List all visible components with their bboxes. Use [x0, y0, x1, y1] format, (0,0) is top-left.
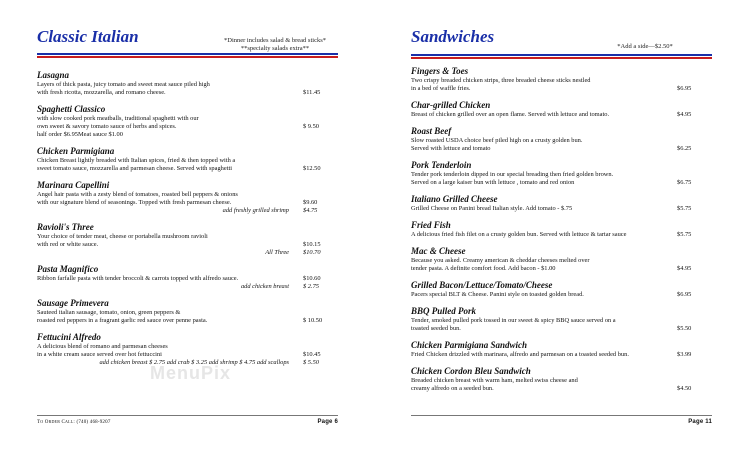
description-line: [411, 351, 711, 359]
menu-item-name: Mac & Cheese: [411, 246, 466, 256]
description-line: [411, 179, 711, 187]
page-footer: [37, 415, 338, 425]
description-text: Served with lettuce and tomato: [411, 145, 491, 152]
menu-item: [37, 222, 337, 257]
add-on-line: [37, 249, 337, 257]
description-line: [37, 89, 337, 97]
description-text: own sweet & savory tomato sauce of herbs and spices.: [37, 123, 177, 130]
description-text: toasted seeded bun.: [411, 325, 461, 332]
description-text: Fried Chicken drizzled with marinara, alfredo and parmesan on a toasted seeded bun.: [411, 351, 629, 358]
description-line: [411, 145, 711, 153]
description-line: [37, 351, 337, 359]
description-line: [411, 171, 711, 179]
menu-item-list: [37, 70, 337, 374]
price: $4.50: [677, 385, 692, 392]
add-on-price: $ 2.75: [303, 283, 319, 290]
description-line: [411, 385, 711, 393]
description-text: Angel hair pasta with a zesty blend of tomatoes, roasted bell peppers & onions: [37, 191, 238, 198]
price: $10.45: [303, 351, 321, 358]
page-number: Page 11: [688, 419, 712, 425]
menu-item: [37, 264, 337, 291]
price: $6.95: [677, 85, 692, 92]
description-line: [37, 115, 337, 123]
price: $10.15: [303, 241, 321, 248]
menu-item: [411, 126, 711, 153]
description-line: [37, 199, 337, 207]
description-text: in a white cream sauce served over hot fettuccini: [37, 351, 162, 358]
description-text: Tender, smoked pulled pork tossed in our sweet & spicy BBQ sauce served on a: [411, 317, 616, 324]
price: [303, 191, 337, 199]
menu-item: [411, 280, 711, 299]
description-line: [37, 233, 337, 241]
menu-item: [411, 160, 711, 187]
add-on-text: add freshly grilled shrimp: [222, 207, 289, 214]
menu-item: [411, 366, 711, 393]
menu-item: [411, 340, 711, 359]
price: [677, 377, 711, 385]
price: $5.75: [677, 231, 692, 238]
price: [303, 81, 337, 89]
price: [303, 157, 337, 165]
description-line: [37, 81, 337, 89]
description-line: [411, 257, 711, 265]
description-line: [411, 85, 711, 93]
menu-item: [37, 180, 337, 215]
blue-divider: [411, 54, 712, 56]
description-text: creamy alfredo on a seeded bun.: [411, 385, 494, 392]
price: $5.75: [677, 205, 692, 212]
description-line: [37, 343, 337, 351]
description-line: [411, 231, 711, 239]
menu-item-name: Spaghetti Classico: [37, 104, 106, 114]
description-line: [411, 377, 711, 385]
price: $6.95: [677, 291, 692, 298]
menu-item: [411, 194, 711, 213]
page-number: Page 6: [317, 419, 338, 425]
page-footer: [411, 415, 712, 425]
add-on-text: add chicken breast $ 2.75 add crab $ 3.25 add shrimp $ 4.75 add scallops: [99, 359, 289, 366]
description-text: with our signature blend of seasonings. Topped with fresh parmesan cheese.: [37, 199, 232, 206]
watermark: MenuPix: [150, 363, 232, 383]
price: $ 9.50: [303, 123, 319, 130]
menu-item: [411, 100, 711, 119]
section-title: Classic Italian: [37, 27, 139, 46]
description-text: with fresh ricotta, mozzarella, and romano cheese.: [37, 89, 166, 96]
menu-item-name: Lasagna: [37, 70, 70, 80]
description-text: tender pasta. A definite comfort food. Add bacon - $1.00: [411, 265, 556, 272]
add-on-line: [37, 207, 337, 215]
menu-item-name: Fettucini Alfredo: [37, 332, 101, 342]
price: $6.25: [677, 145, 692, 152]
menu-item-name: Sausage Primevera: [37, 298, 109, 308]
menu-item-name: Marinara Capellini: [37, 180, 110, 190]
dinner-note: [220, 37, 330, 52]
price: [303, 115, 337, 123]
price: $9.60: [303, 199, 318, 206]
description-text: Because you asked. Creamy american & cheddar cheeses melted over: [411, 257, 590, 264]
description-line: [37, 317, 337, 325]
description-line: [37, 157, 337, 165]
order-phone: To Order Call: (740) 468-9207: [37, 420, 111, 425]
description-text: with slow cooked pork meatballs, traditional spaghetti with our: [37, 115, 199, 122]
add-on-text: add chicken breast: [240, 283, 289, 290]
note-line: *Dinner includes salad & bread sticks*: [224, 37, 326, 44]
price: $6.75: [677, 179, 692, 186]
description-text: Breast of chicken grilled over an open flame. Served with lettuce and tomato.: [411, 111, 610, 118]
description-text: Your choice of tender meat, cheese or portabella mushroom ravioli: [37, 233, 208, 240]
menu-item-name: Pasta Magnifico: [37, 264, 99, 274]
menu-item: [37, 146, 337, 173]
menu-item-name: Ravioli's Three: [37, 222, 94, 232]
description-line: [411, 265, 711, 273]
description-text: Grilled Cheese on Panini bread Italian style. Add tomato - $.75: [411, 205, 573, 212]
add-on-text: All Three: [265, 249, 289, 256]
description-line: [411, 325, 711, 333]
menu-item: [37, 70, 337, 97]
description-text: Pacers special BLT & Cheese. Panini style on toasted golden bread.: [411, 291, 584, 298]
price: $4.95: [677, 265, 692, 272]
add-on-price: $ 5.50: [303, 359, 319, 366]
description-line: [411, 205, 711, 213]
description-line: [37, 165, 337, 173]
price: [677, 77, 711, 85]
description-line: [37, 123, 337, 131]
menu-item: [37, 104, 337, 139]
description-text: Served on a large kaiser bun with lettuce , tomato and red onion: [411, 179, 575, 186]
price: $ 10.50: [303, 317, 323, 324]
menu-item: [411, 246, 711, 273]
add-on-price: $10.70: [303, 249, 321, 256]
menu-item: [411, 66, 711, 93]
description-text: Sauteed italian sausage, tomato, onion, green peppers &: [37, 309, 181, 316]
price: $11.45: [303, 89, 321, 96]
red-divider: [411, 57, 712, 59]
menu-item: [411, 306, 711, 333]
price: [677, 257, 711, 265]
menu-item-name: Chicken Cordon Bleu Sandwich: [411, 366, 531, 376]
description-text: Chicken Breast lightly breaded with Italian spices, fried & then topped with a: [37, 157, 236, 164]
price: $5.50: [677, 325, 692, 332]
description-text: sweet tomato sauce, mozzarella and parmesan cheese. Served with spaghetti: [37, 165, 233, 172]
description-text: A delicious fried fish filet on a crusty golden bun. Served with lettuce & tartar sauce: [411, 231, 627, 238]
price: $3.99: [677, 351, 692, 358]
description-text: in a bed of waffle fries.: [411, 85, 471, 92]
note-line: **specialty salads extra**: [240, 44, 310, 52]
menu-item-name: BBQ Pulled Pork: [411, 306, 477, 316]
price: [677, 317, 711, 325]
price: [303, 233, 337, 241]
menu-item-name: Pork Tenderloin: [411, 160, 472, 170]
description-line: [37, 241, 337, 249]
side-note: *Add a side—$2.50*: [617, 43, 673, 50]
menu-item: [37, 332, 337, 367]
description-line: [37, 275, 337, 283]
description-line: [411, 291, 711, 299]
description-text: Two crispy breaded chicken strips, three breaded cheese sticks nestled: [411, 77, 591, 84]
price: [677, 171, 711, 179]
description-text: Layers of thick pasta, juicy tomato and sweet meat sauce piled high: [37, 81, 210, 88]
description-line: [37, 131, 337, 139]
description-text: with red or white sauce.: [37, 241, 99, 248]
description-text: A delicious blend of romano and parmesan cheeses: [37, 343, 168, 350]
menu-item: [37, 298, 337, 325]
menu-item-name: Roast Beef: [411, 126, 452, 136]
price: [303, 343, 337, 351]
description-text: Breaded chicken breast with warm ham, melted swiss cheese and: [411, 377, 578, 384]
menu-item: [411, 220, 711, 239]
price: $4.95: [677, 111, 692, 118]
description-line: [411, 111, 711, 119]
menu-item-name: Chicken Parmigiana: [37, 146, 115, 156]
price: $10.60: [303, 275, 321, 282]
red-divider: [37, 56, 338, 58]
description-text: half order $6.95Meat sauce $1.00: [37, 131, 123, 138]
menu-item-name: Fingers & Toes: [411, 66, 469, 76]
add-on-price: $4.75: [303, 207, 318, 214]
price: [303, 309, 337, 317]
menu-item-name: Char-grilled Chicken: [411, 100, 491, 110]
menu-item-name: Grilled Bacon/Lettuce/Tomato/Cheese: [411, 280, 553, 290]
price: $12.50: [303, 165, 321, 172]
add-on-line: [37, 283, 337, 291]
price: [677, 137, 711, 145]
description-line: [37, 191, 337, 199]
description-text: Slow roasted USDA choice beef piled high on a crusty golden bun.: [411, 137, 583, 144]
section-title: Sandwiches: [411, 27, 495, 46]
description-line: [411, 77, 711, 85]
description-text: Ribbon farfalle pasta with tender broccoli & carrots topped with alfredo sauce.: [37, 275, 239, 282]
blue-divider: [37, 53, 338, 55]
description-text: roasted red peppers in a fragrant garlic red sauce over penne pasta.: [37, 317, 208, 324]
description-line: [411, 317, 711, 325]
description-line: [411, 137, 711, 145]
menu-item-list: [411, 66, 711, 400]
menu-item-name: Italiano Grilled Cheese: [411, 194, 498, 204]
menu-item-name: Fried Fish: [411, 220, 451, 230]
right-menu-page: [375, 0, 750, 455]
description-line: [37, 309, 337, 317]
description-text: Tender pork tenderloin dipped in our special breading then fried golden brown.: [411, 171, 614, 178]
menu-item-name: Chicken Parmigiana Sandwich: [411, 340, 528, 350]
price: [303, 131, 337, 139]
